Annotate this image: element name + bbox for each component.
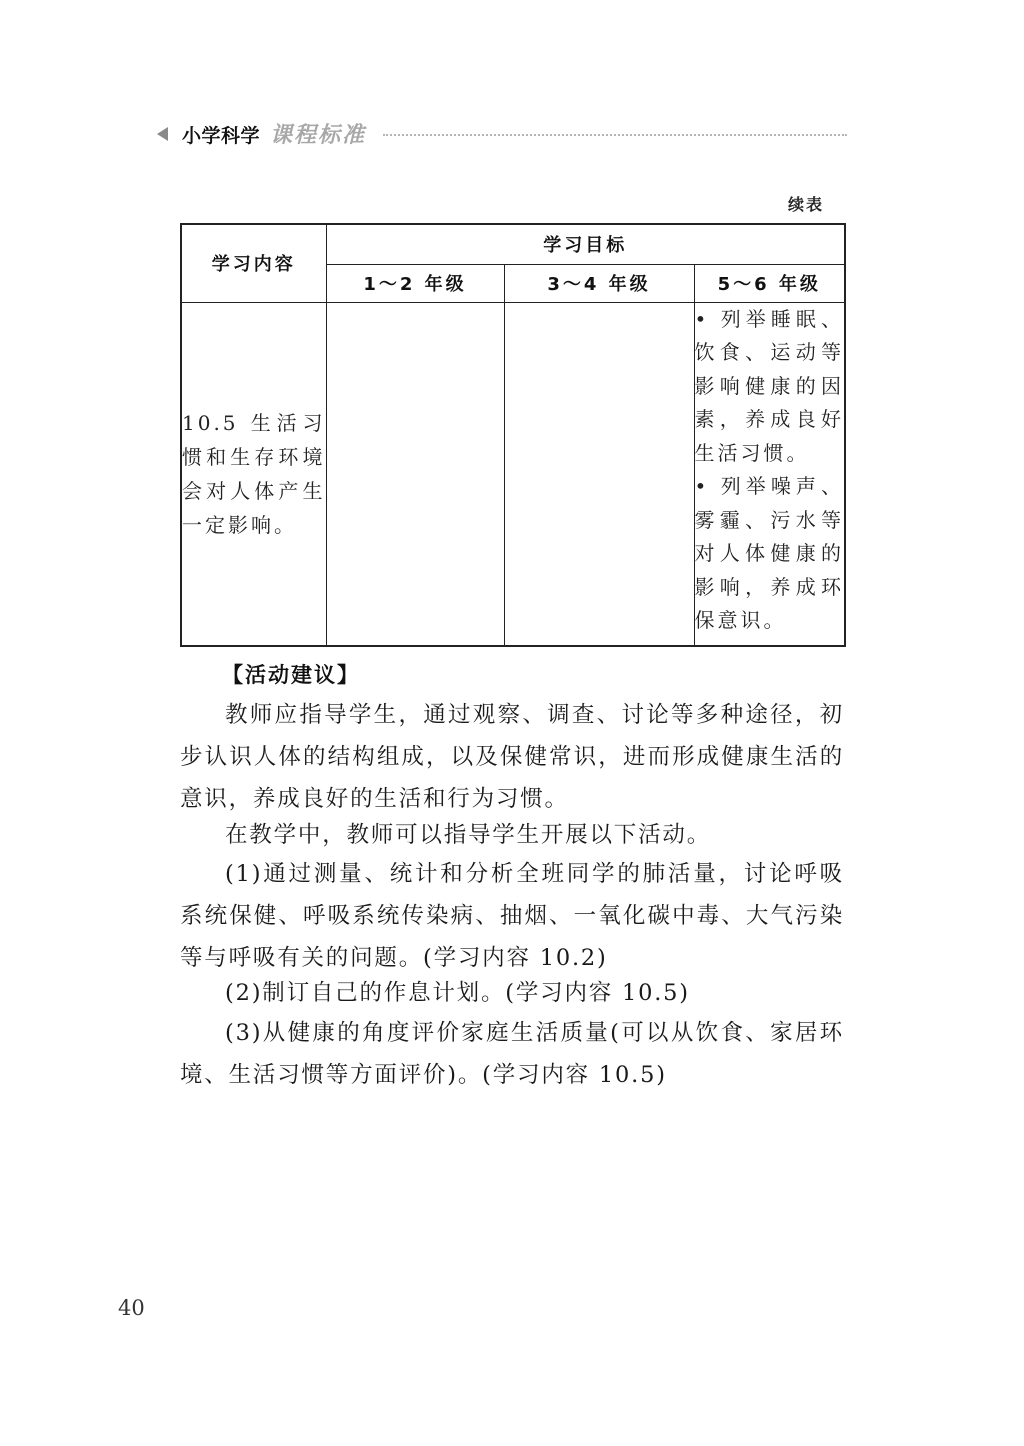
left-triangle-icon [157,127,168,141]
content-cell: 10.5 生活习惯和生存环境会对人体产生一定影响。 [181,302,326,646]
header-learning-content: 学习内容 [181,224,326,302]
activity-paragraph: (2)制订自己的作息计划。(学习内容 10.5) [225,980,690,1006]
goal-item: • 列举噪声、雾霾、污水等对人体健康的影响，养成环保意识。 [694,474,844,632]
goal-item: • 列举睡眠、饮食、运动等影响健康的因素，养成良好生活习惯。 [694,306,844,465]
header-learning-goals: 学习目标 [326,224,845,264]
activity-paragraph: 教师应指导学生，通过观察、调查、讨论等多种途径，初步认识人体的结构组成，以及保健常识，进而形成健康生活的意识，养成良好的生活和行为习惯。 [180,702,844,812]
standards-table [180,223,846,647]
activity-paragraph: (3)从健康的角度评价家庭生活质量(可以从饮食、家居环境、生活习惯等方面评价)。(学习内容 10.5) [180,1020,844,1088]
table-row [181,302,845,646]
header-grade-5-6: 5～6 年级 [694,264,845,302]
running-header [157,117,847,151]
page-number: 40 [118,1296,145,1320]
header-title: 课程标准 [270,122,367,148]
header-dotted-rule [383,134,847,136]
grade-5-6-cell [694,302,845,646]
header-subject: 小学科学 [182,125,261,147]
activity-heading: 【活动建议】 [222,663,360,687]
activity-paragraph: (1)通过测量、统计和分析全班同学的肺活量，讨论呼吸系统保健、呼吸系统传染病、抽烟、一氧化碳中毒、大气污染等与呼吸有关的问题。(学习内容 10.2) [180,861,844,971]
header-grade-1-2: 1～2 年级 [326,264,504,302]
continued-label: 续表 [787,195,824,214]
grade-1-2-cell [326,302,504,646]
grade-3-4-cell [504,302,694,646]
header-grade-3-4: 3～4 年级 [504,264,694,302]
activity-paragraph: 在教学中，教师可以指导学生开展以下活动。 [225,822,712,848]
